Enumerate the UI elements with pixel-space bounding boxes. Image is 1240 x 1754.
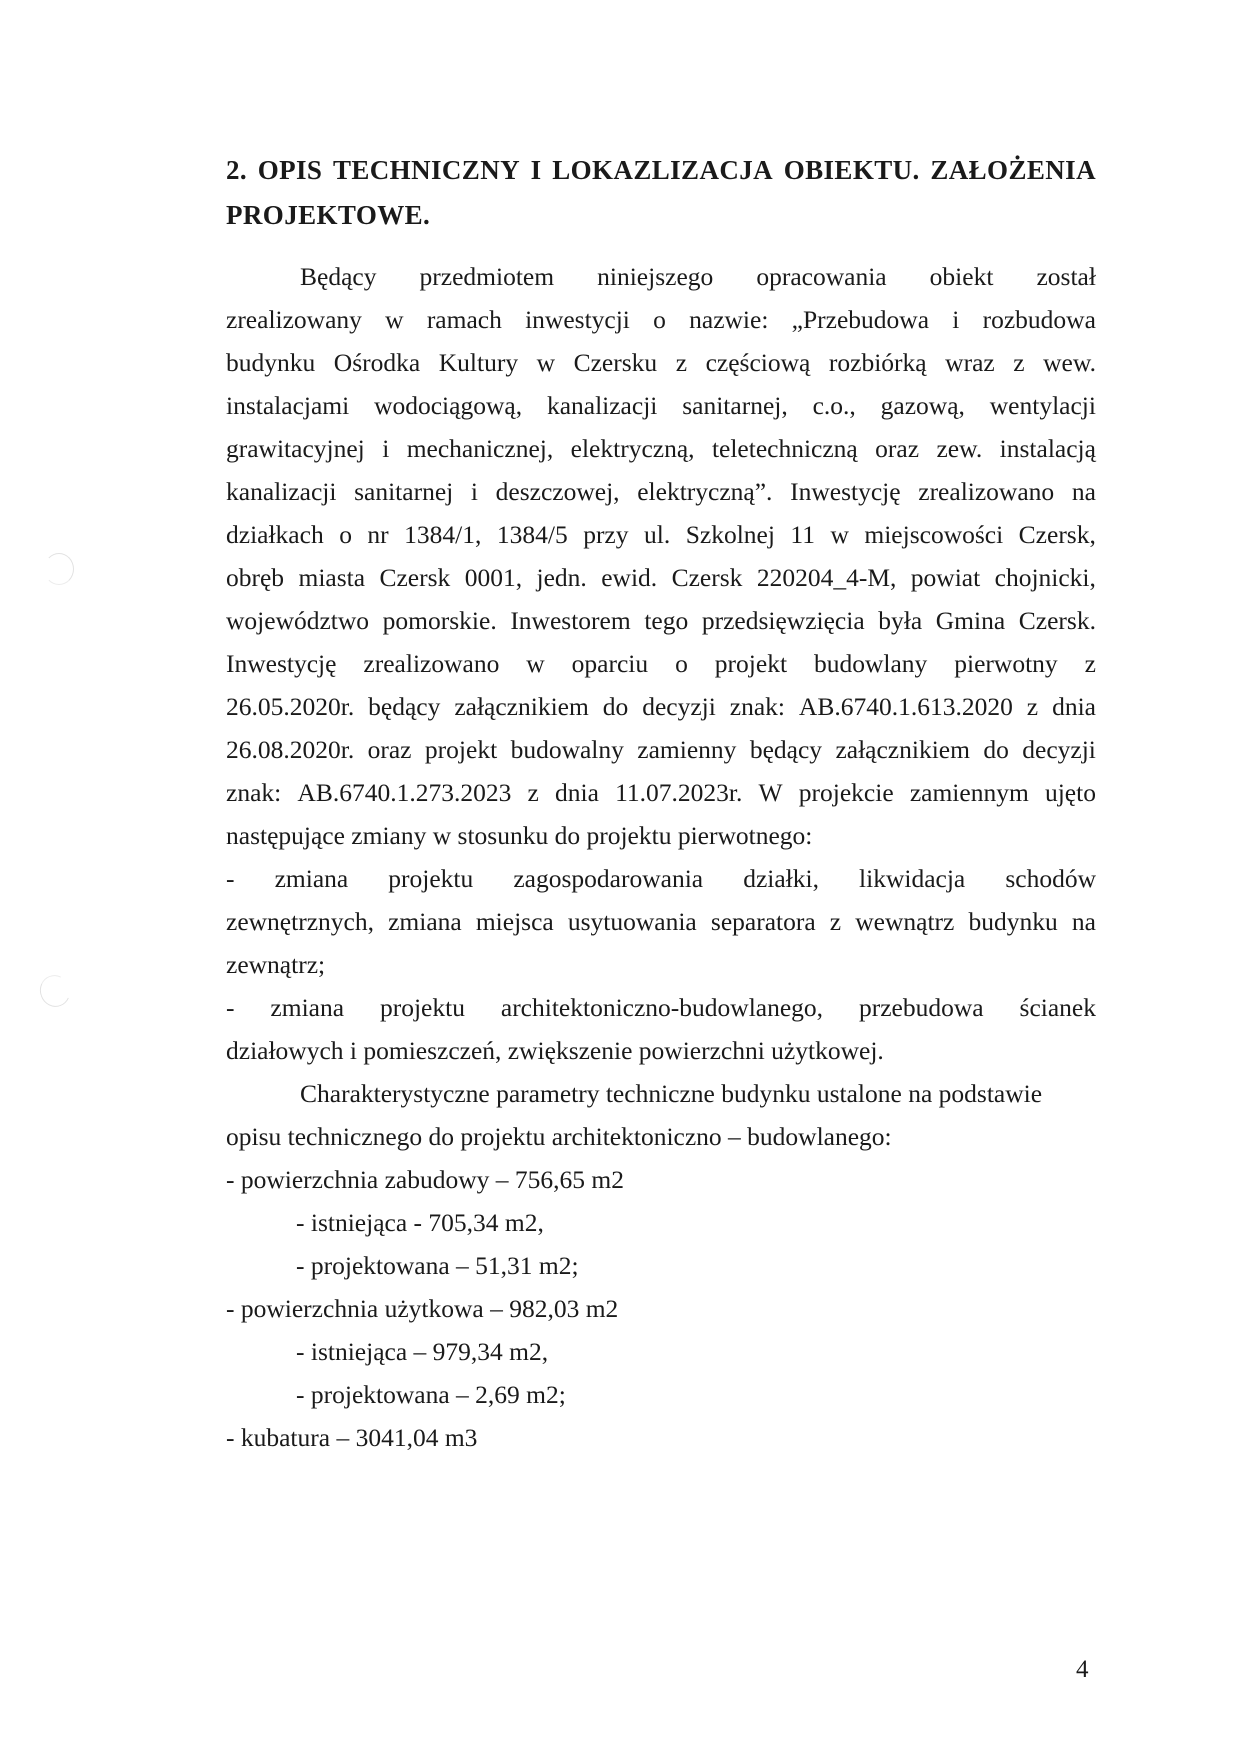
section-heading [226, 148, 1096, 238]
word: zamienny [637, 735, 737, 764]
word: Czersku [573, 348, 658, 377]
word: pomorskie. [382, 606, 497, 635]
body-line [226, 735, 1096, 765]
parameter-subitem: - istniejąca - 705,34 m2, [296, 1208, 544, 1237]
word: i [470, 477, 478, 506]
word: c.o., [812, 391, 856, 420]
word: z [1026, 692, 1039, 721]
body-line: zewnątrz; [226, 950, 326, 979]
word: projekcie [798, 778, 894, 807]
word: wraz [945, 348, 995, 377]
word: przedmiotem [419, 262, 555, 291]
word: Ośrodka [333, 348, 421, 377]
body-line [300, 262, 1096, 292]
word: przebudowa [858, 993, 984, 1022]
word: Gmina [935, 606, 1006, 635]
word: z [1013, 348, 1025, 377]
word: „Przebudowa [791, 305, 930, 334]
word: 11.07.2023r. [615, 778, 743, 807]
list-item-line [226, 993, 1096, 1023]
word: w [385, 305, 404, 334]
word: Czersk, [1018, 520, 1096, 549]
body-line [226, 692, 1096, 722]
word: Czersk. [1018, 606, 1096, 635]
word: działkach [226, 520, 324, 549]
word: nazwie: [689, 305, 769, 334]
body-line [226, 606, 1096, 636]
word: opracowania [756, 262, 887, 291]
word: separatora [710, 907, 816, 936]
word: oraz [875, 434, 920, 463]
word: 1384/1, [404, 520, 482, 549]
word: w [536, 348, 556, 377]
word: budynku [226, 348, 316, 377]
word: - [226, 864, 235, 893]
word: do [602, 692, 629, 721]
word: zrealizowano [363, 649, 500, 678]
word: zrealizowano [918, 477, 1055, 506]
word: działki, [743, 864, 819, 893]
word: OPIS [257, 155, 323, 185]
word: wew. [1043, 348, 1096, 377]
word: grawitacyjnej [226, 434, 365, 463]
body-line [226, 477, 1096, 507]
word: będący [368, 692, 441, 721]
word: w [830, 520, 849, 549]
word: 26.08.2020r. [226, 735, 355, 764]
word: zagospodarowania [513, 864, 704, 893]
word: OBIEKTU. [783, 155, 920, 185]
word: schodów [1005, 864, 1096, 893]
parameter-item: - powierzchnia użytkowa – 982,03 m2 [226, 1294, 619, 1323]
word: niniejszego [597, 262, 714, 291]
word: z [1084, 649, 1096, 678]
word: elektryczną”. [637, 477, 773, 506]
word: z [675, 348, 688, 377]
word: ZAŁOŻENIA [930, 155, 1096, 185]
word: zew. [936, 434, 983, 463]
word: projekt [714, 649, 788, 678]
word: zewnętrznych, [226, 907, 374, 936]
word: znak: [226, 778, 282, 807]
word: deszczowej, [495, 477, 620, 506]
word: kanalizacji [546, 391, 658, 420]
parameter-item: - powierzchnia zabudowy – 756,65 m2 [226, 1165, 624, 1194]
body-line [226, 649, 1096, 679]
word: województwo [226, 606, 370, 635]
word: powiat [910, 563, 981, 592]
word: zmiana [274, 864, 349, 893]
word: oparciu [571, 649, 649, 678]
parameter-subitem: - projektowana – 2,69 m2; [296, 1380, 566, 1409]
word: teletechniczną [711, 434, 858, 463]
word: usytuowania [567, 907, 697, 936]
word: TECHNICZNY [332, 155, 520, 185]
word: ramach [426, 305, 502, 334]
word: dnia [555, 778, 599, 807]
word: załącznikiem [454, 692, 589, 721]
word: został [1036, 262, 1096, 291]
word: budowalny [510, 735, 624, 764]
word: rozbiórką [828, 348, 927, 377]
body-line [226, 907, 1096, 937]
word: Kultury [438, 348, 519, 377]
word: obiekt [929, 262, 994, 291]
word: przy [583, 520, 629, 549]
word: Będący [300, 262, 377, 291]
word: 1384/5 [496, 520, 568, 549]
word: budynku [968, 907, 1058, 936]
punch-hole-mark [44, 553, 74, 585]
heading-line-2: PROJEKTOWE. [226, 200, 431, 230]
body-line [226, 563, 1096, 593]
word: 0001, [464, 563, 523, 592]
word: miejscowości [864, 520, 1004, 549]
page-number: 4 [1076, 1656, 1089, 1683]
word: przedsięwzięcia [701, 606, 865, 635]
word: mechanicznej, [406, 434, 554, 463]
word: Czersk [671, 563, 743, 592]
word: miasta [298, 563, 366, 592]
word: 220204_4-M, [756, 563, 897, 592]
body-line [226, 391, 1096, 421]
word: wodociągową, [374, 391, 523, 420]
body-line [226, 778, 1096, 808]
word: elektryczną, [570, 434, 695, 463]
body-line [226, 348, 1096, 378]
word: wewnątrz [855, 907, 955, 936]
parameter-subitem: - istniejąca – 979,34 m2, [296, 1337, 549, 1366]
word: Inwestycję [790, 477, 901, 506]
word: rozbudowa [982, 305, 1096, 334]
word: załącznikiem [835, 735, 970, 764]
word: na [1071, 477, 1096, 506]
body-line [226, 305, 1096, 335]
word: decyzji [1022, 735, 1096, 764]
word: chojnicki, [994, 563, 1096, 592]
word: o [675, 649, 688, 678]
word: AB.6740.1.273.2023 [297, 778, 512, 807]
word: AB.6740.1.613.2020 [798, 692, 1013, 721]
word: projekt [424, 735, 498, 764]
word: o [653, 305, 666, 334]
word: oraz [367, 735, 412, 764]
word: miejsca [475, 907, 554, 936]
word: Inwestorem [510, 606, 631, 635]
word: zamiennym [909, 778, 1029, 807]
word: architektoniczno-budowlanego, [500, 993, 824, 1022]
word: Szkolnej [685, 520, 775, 549]
list-item-line [226, 864, 1096, 894]
body-line: następujące zmiany w stosunku do projektu pierwotnego: [226, 821, 813, 850]
word: częściową [705, 348, 811, 377]
word: znak: [729, 692, 785, 721]
word: budowlany [813, 649, 928, 678]
body-line: opisu technicznego do projektu architektoniczno – budowlanego: [226, 1122, 892, 1151]
body-line: Charakterystyczne parametry techniczne budynku ustalone na podstawie [300, 1079, 1043, 1108]
word: o [339, 520, 352, 549]
word: nr [367, 520, 389, 549]
word: z [527, 778, 539, 807]
word: inwestycji [525, 305, 630, 334]
word: ujęto [1044, 778, 1096, 807]
word: sanitarnej, [682, 391, 788, 420]
word: 26.05.2020r. [226, 692, 355, 721]
word: wentylacji [989, 391, 1096, 420]
word: projektu [388, 864, 474, 893]
word: do [983, 735, 1009, 764]
word: likwidacja [859, 864, 966, 893]
word: Czersk [379, 563, 451, 592]
word: ul. [643, 520, 671, 549]
word: 2. [226, 155, 248, 185]
heading-line-1 [226, 148, 1096, 193]
parameter-subitem: - projektowana – 51,31 m2; [296, 1251, 579, 1280]
word: i [952, 305, 960, 334]
word: z [829, 907, 842, 936]
word: sanitarnej [354, 477, 454, 506]
punch-hole-mark [35, 971, 74, 1011]
word: zmiana [388, 907, 462, 936]
body-line [226, 520, 1096, 550]
word: tego [644, 606, 689, 635]
word: kanalizacji [226, 477, 337, 506]
word: projektu [379, 993, 465, 1022]
word: dnia [1052, 692, 1096, 721]
word: - [226, 993, 235, 1022]
word: jedn. [536, 563, 587, 592]
word: ewid. [601, 563, 658, 592]
word: instalacjami [226, 391, 350, 420]
word: W [758, 778, 783, 807]
word: obręb [226, 563, 285, 592]
word: ścianek [1019, 993, 1096, 1022]
word: pierwotny [954, 649, 1058, 678]
word: będący [749, 735, 823, 764]
word: instalacją [999, 434, 1096, 463]
word: zrealizowany [226, 305, 362, 334]
word: była [878, 606, 923, 635]
word: I [530, 155, 542, 185]
word: i [382, 434, 390, 463]
word: 11 [790, 520, 815, 549]
word: gazową, [880, 391, 965, 420]
word: Inwestycję [226, 649, 337, 678]
word: na [1071, 907, 1096, 936]
parameter-item: - kubatura – 3041,04 m3 [226, 1423, 478, 1452]
body-line: działowych i pomieszczeń, zwiększenie powierzchni użytkowej. [226, 1036, 884, 1065]
word: LOKAZLIZACJA [552, 155, 774, 185]
word: zmiana [270, 993, 345, 1022]
word: decyzji [642, 692, 716, 721]
word: w [526, 649, 545, 678]
body-line [226, 434, 1096, 464]
